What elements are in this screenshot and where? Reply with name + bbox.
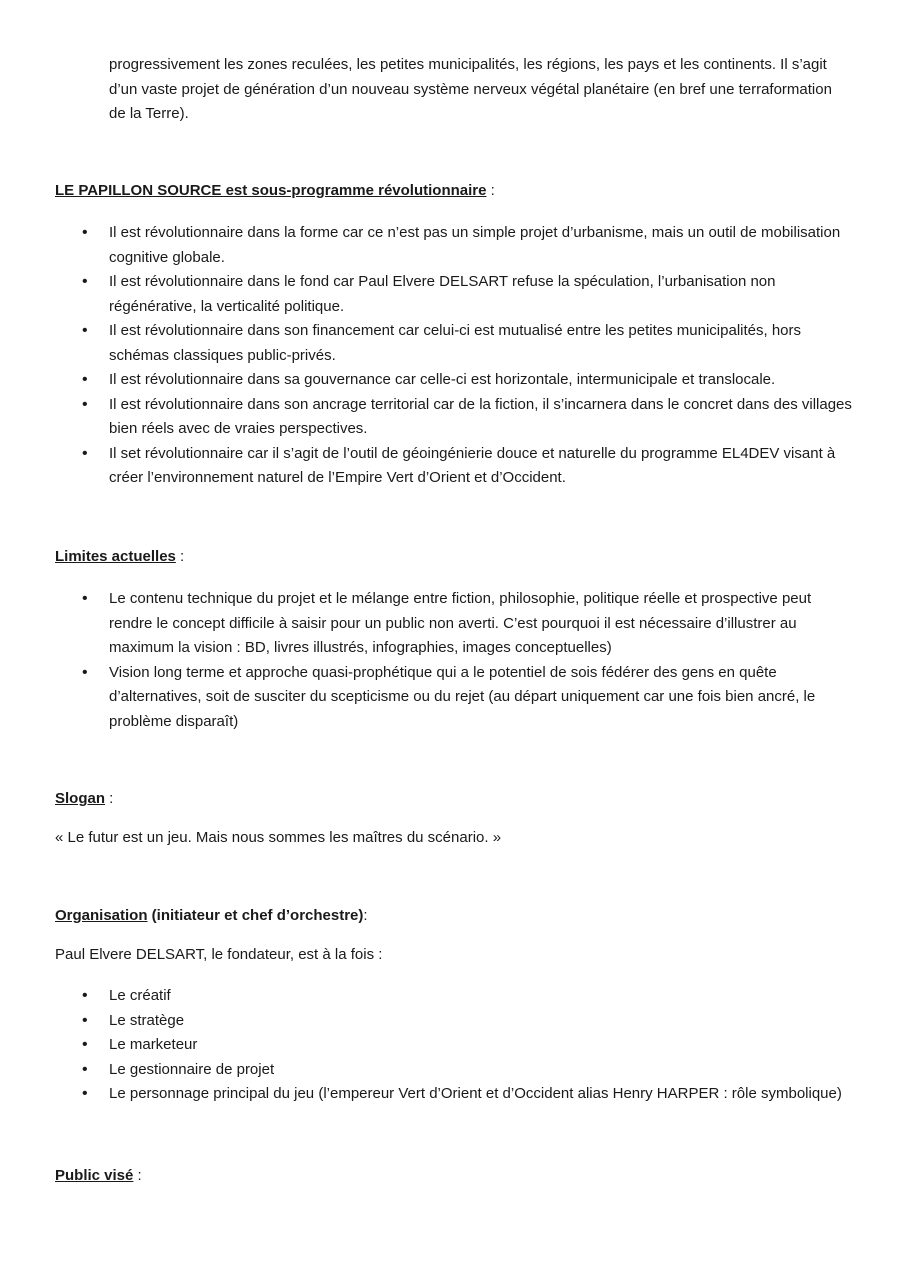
section-heading-slogan bbox=[55, 787, 113, 811]
intro-paragraph: progressivement les zones reculées, les petites municipalités, les régions, les pays et les continents. Il s’agit d’un vaste projet de génération d’un nouveau système nerveux végétal planétaire (en bref une terraformation de la Terre). bbox=[109, 56, 832, 122]
limites-heading-text: Limites actuelles bbox=[55, 548, 176, 565]
organisation-heading-bold: (initiateur et chef d’orchestre) bbox=[147, 907, 364, 924]
list-item: • Il est révolutionnaire dans son financement car celui-ci est mutualisé entre les petites municipalités, hors schémas classiques public-privés. bbox=[109, 319, 854, 368]
list-item: • Il est révolutionnaire dans sa gouvernance car celle-ci est horizontale, intermunicipale et translocale. bbox=[109, 368, 854, 393]
list-item: • Il est révolutionnaire dans son ancrage territorial car de la fiction, il s’incarnera dans le concret dans des villages bien réels avec de vraies perspectives. bbox=[109, 393, 854, 442]
list-item: • Il est révolutionnaire dans le fond car Paul Elvere DELSART refuse la spéculation, l’urbanisation non régénérative, la verticalité politique. bbox=[109, 270, 854, 319]
slogan-text: « Le futur est un jeu. Mais nous sommes les maîtres du scénario. » bbox=[55, 829, 502, 846]
organisation-list bbox=[109, 984, 854, 1107]
list-item: • Le créatif bbox=[109, 984, 854, 1009]
slogan-heading-text: Slogan bbox=[55, 790, 106, 807]
list-item: • Le personnage principal du jeu (l’empereur Vert d’Orient et d’Occident alias Henry HARPER : rôle symbolique) bbox=[109, 1082, 854, 1107]
papillon-list bbox=[109, 221, 854, 491]
public-heading-suffix: : bbox=[133, 1167, 142, 1184]
public-heading-text: Public visé bbox=[55, 1167, 134, 1184]
list-item: • Le contenu technique du projet et le mélange entre fiction, philosophie, politique réelle et prospective peut rendre le concept difficile à saisir pour un public non averti. C’est pourquoi il est nécessaire d’illustrer au maximum la vision : BD, livres illustrés, infographies, images conceptuelles) bbox=[109, 587, 854, 661]
list-item: • Il est révolutionnaire dans la forme car ce n’est pas un simple projet d’urbanisme, mais un outil de mobilisation cognitive globale. bbox=[109, 221, 854, 270]
list-item: • Le gestionnaire de projet bbox=[109, 1058, 854, 1083]
papillon-heading-text: LE PAPILLON SOURCE est sous-programme révolutionnaire bbox=[55, 182, 487, 199]
section-heading-limites bbox=[55, 545, 184, 569]
section-heading-public bbox=[55, 1164, 142, 1188]
slogan-heading-suffix: : bbox=[105, 790, 114, 807]
list-item: • Vision long terme et approche quasi-prophétique qui a le potentiel de sois fédérer des gens en quête d’alternatives, soit de susciter du scepticisme ou du rejet (au départ uniquement car une fois bien ancré, le problème disparaît) bbox=[109, 661, 854, 735]
limites-heading-suffix: : bbox=[175, 548, 185, 565]
organisation-intro: Paul Elvere DELSART, le fondateur, est à la fois : bbox=[55, 946, 383, 963]
papillon-heading-suffix: : bbox=[486, 182, 495, 199]
section-heading-papillon bbox=[55, 179, 495, 203]
list-item: • Il set révolutionnaire car il s’agit de l’outil de géoingénierie douce et naturelle du programme EL4DEV visant à créer l’environnement naturel de l’Empire Vert d’Orient et d’Occident. bbox=[109, 442, 854, 491]
list-item: • Le stratège bbox=[109, 1009, 854, 1034]
list-item: • Le marketeur bbox=[109, 1033, 854, 1058]
organisation-heading-suffix: : bbox=[363, 907, 368, 924]
section-heading-organisation bbox=[55, 904, 368, 928]
limites-list bbox=[109, 587, 854, 734]
organisation-heading-text: Organisation bbox=[55, 907, 148, 924]
